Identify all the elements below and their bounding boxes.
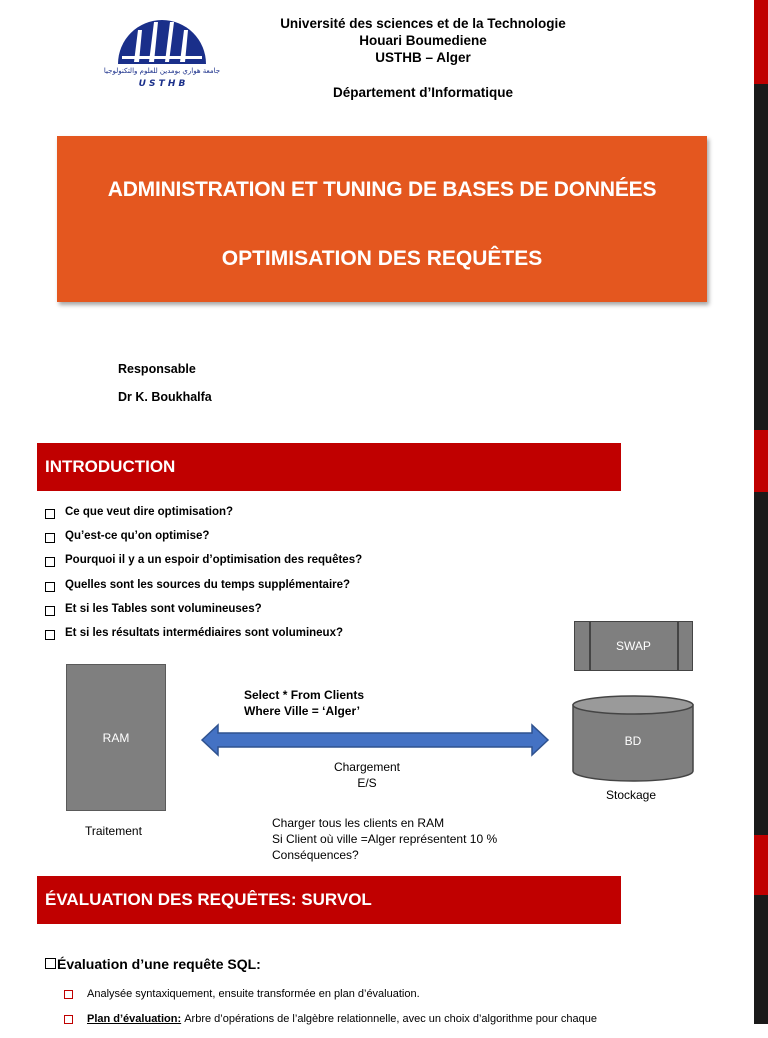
- checkbox-bullet-icon: [45, 606, 55, 616]
- evaluation-subheading: [45, 956, 261, 972]
- evaluation-subheading-text: Évaluation d’une requête SQL:: [57, 956, 261, 972]
- question-text: Et si les résultats intermédiaires sont volumineux?: [65, 626, 344, 639]
- question-text: Qu’est-ce qu’on optimise?: [65, 530, 210, 543]
- diagram-note: [272, 815, 497, 863]
- list-item: [45, 506, 362, 530]
- slide-edge-marker: [754, 835, 768, 895]
- svg-text:U S T H B: U S T H B: [138, 79, 186, 89]
- course-title-box: [57, 136, 707, 302]
- list-item: [45, 530, 362, 554]
- list-item: [45, 554, 362, 578]
- swap-divider: [589, 621, 591, 671]
- list-item: [45, 627, 362, 651]
- checkbox-bullet-icon: [45, 557, 55, 567]
- ram-box: [66, 664, 166, 811]
- note-line: Charger tous les clients en RAM: [272, 816, 445, 830]
- department-name: Département d’Informatique: [332, 85, 514, 100]
- chargement-label: [314, 759, 420, 791]
- university-line-1: Université des sciences et de la Technologie: [280, 16, 566, 31]
- evaluation-item-term: Plan d’évaluation:: [87, 1013, 182, 1025]
- red-square-bullet-icon: [64, 990, 73, 999]
- question-list: [45, 506, 362, 651]
- university-line-2: Houari Boumediene: [359, 33, 487, 48]
- note-line: Si Client où ville =Alger représentent 10 %: [272, 832, 498, 846]
- question-text: Et si les Tables sont volumineuses?: [65, 602, 262, 615]
- slide-edge-marker: [754, 0, 768, 84]
- red-square-bullet-icon: [64, 1015, 73, 1024]
- responsable-name: Dr K. Boukhalfa: [118, 390, 212, 404]
- svg-text:جامعة هواري بومدين للعلوم والت: جامعة هواري بومدين للعلوم والتكنولوجيا: [103, 67, 221, 75]
- note-line: Conséquences?: [272, 848, 359, 862]
- chargement-text: Chargement: [333, 760, 401, 774]
- traitement-label: Traitement: [85, 824, 142, 838]
- evaluation-item-text: Analysée syntaxiquement, ensuite transformée en plan d’évaluation.: [87, 988, 420, 1000]
- sql-query: [244, 687, 364, 719]
- bd-label: BD: [624, 734, 642, 748]
- swap-divider: [677, 621, 679, 671]
- university-name: [230, 15, 616, 66]
- double-arrow-icon: [200, 723, 550, 757]
- database-cylinder-icon: [570, 695, 696, 783]
- checkbox-bullet-icon: [45, 533, 55, 543]
- usthb-logo-icon: [103, 12, 221, 92]
- sql-query-line: Select * From Clients: [244, 688, 365, 702]
- course-title: ADMINISTRATION ET TUNING DE BASES DE DONNÉES: [107, 178, 657, 201]
- checkbox-bullet-icon: [45, 630, 55, 640]
- slide-edge-marker: [754, 430, 768, 492]
- evaluation-list: [64, 988, 597, 1038]
- checkbox-bullet-icon: [45, 582, 55, 592]
- list-item: [64, 988, 597, 1013]
- swap-label: SWAP: [616, 639, 651, 653]
- swap-box: [574, 621, 693, 671]
- list-item: [64, 1013, 597, 1038]
- question-text: Ce que veut dire optimisation?: [65, 506, 234, 518]
- sql-query-line: Where Ville = ‘Alger’: [244, 704, 360, 718]
- checkbox-bullet-icon: [45, 509, 55, 519]
- responsable-label: Responsable: [118, 362, 196, 376]
- usthb-logo: [103, 12, 221, 92]
- question-text: Quelles sont les sources du temps supplémentaire?: [65, 578, 351, 591]
- university-line-3: USTHB – Alger: [375, 50, 471, 65]
- list-item: [45, 603, 362, 627]
- es-text: E/S: [357, 776, 377, 790]
- stockage-label: Stockage: [606, 788, 657, 802]
- list-item: [45, 579, 362, 603]
- introduction-heading: INTRODUCTION: [37, 443, 621, 491]
- evaluation-heading: ÉVALUATION DES REQUÊTES: SURVOL: [37, 876, 621, 924]
- ram-label: RAM: [102, 730, 130, 745]
- question-text: Pourquoi il y a un espoir d’optimisation des requêtes?: [65, 554, 363, 567]
- evaluation-item-text: Arbre d’opérations de l’algèbre relationnelle, avec un choix d’algorithme pour chaque: [184, 1013, 597, 1025]
- course-subtitle: OPTIMISATION DES REQUÊTES: [221, 247, 543, 270]
- checkbox-bullet-icon: [45, 958, 56, 969]
